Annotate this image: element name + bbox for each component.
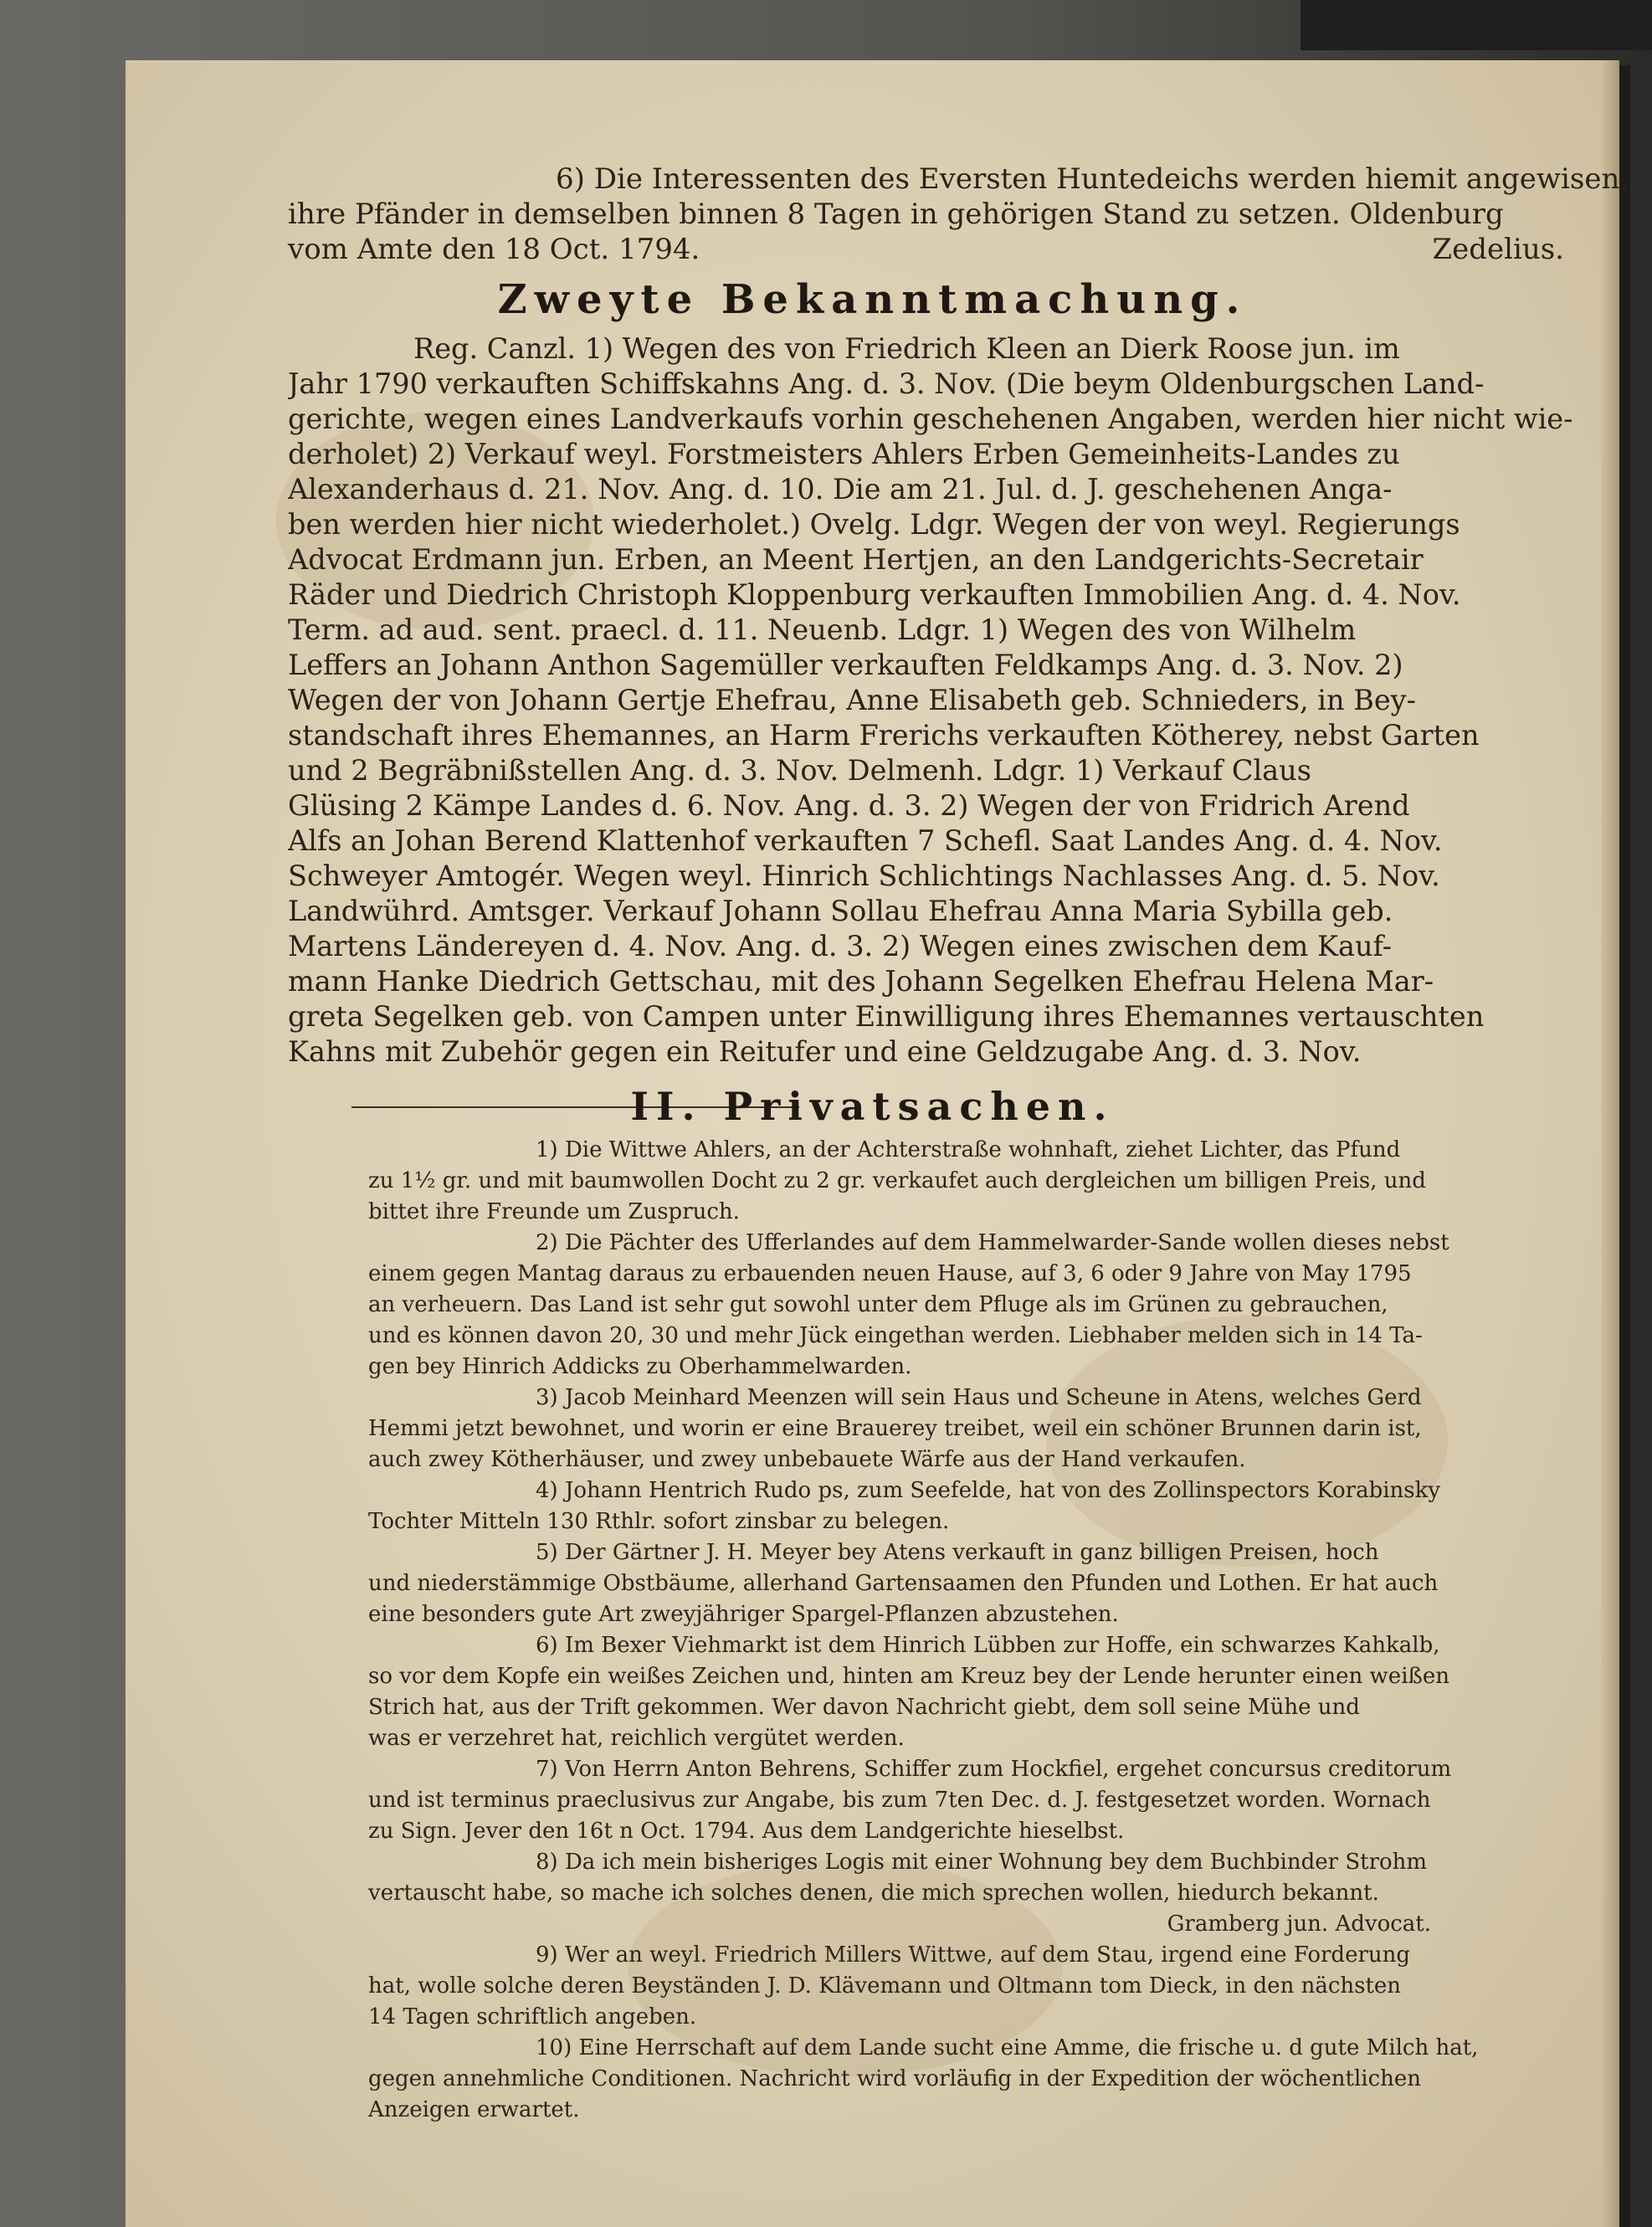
text-line: Landwührd. Amtsger. Verkauf Johann Sollau Ehefrau Anna Maria Sybilla geb. xyxy=(288,895,1393,927)
text-line: Reg. Canzl. 1) Wegen des von Friedrich Kleen an Dierk Roose jun. im xyxy=(413,332,1400,365)
text-line: vertauscht habe, so mache ich solches denen, die mich sprechen wollen, hiedurch bekannt. xyxy=(368,1881,1379,1906)
text-line: gegen annehmliche Conditionen. Nachricht wird vorläufig in der Expedition der wöchentlichen xyxy=(368,2066,1422,2091)
text-line: 9) Wer an weyl. Friedrich Millers Wittwe, auf dem Stau, irgend eine Forderung xyxy=(536,1942,1411,1968)
text-line: Strich hat, aus der Trift gekommen. Wer davon Nachricht giebt, dem soll seine Mühe und xyxy=(368,1695,1360,1720)
text-line: derholet) 2) Verkauf weyl. Forstmeisters Ahlers Erben Gemeinheits-Landes zu xyxy=(288,438,1400,470)
zweyte-bekanntmachung-text xyxy=(288,331,1593,1070)
notice-6-signature: Zedelius. xyxy=(1432,233,1564,266)
text-line: 2) Die Pächter des Ufferlandes auf dem Hammelwarder-Sande wollen dieses nebst xyxy=(536,1230,1449,1255)
text-line: Hemmi jetzt bewohnet, und worin er eine Brauerey treibet, weil ein schöner Brunnen darin ist, xyxy=(368,1416,1422,1441)
text-line: 3) Jacob Meinhard Meenzen will sein Haus und Scheune in Atens, welches Gerd xyxy=(536,1385,1422,1410)
text-line: 4) Johann Hentrich Rudo ps, zum Seefelde, hat von des Zollinspectors Korabinsky xyxy=(536,1478,1441,1503)
section-title-privatsachen: II. Privatsachen. xyxy=(630,1084,1115,1129)
text-line: gerichte, wegen eines Landverkaufs vorhin geschehenen Angaben, werden hier nicht wie- xyxy=(288,403,1573,435)
text-line: Räder und Diedrich Christoph Kloppenburg verkauften Immobilien Ang. d. 4. Nov. xyxy=(288,578,1461,611)
text-line: Kahns mit Zubehör gegen ein Reitufer und eine Geldzugabe Ang. d. 3. Nov. xyxy=(288,1035,1362,1068)
text-line: zu Sign. Jever den 16t n Oct. 1794. Aus dem Landgerichte hieselbst. xyxy=(368,1819,1125,1844)
text-line: bittet ihre Freunde um Zuspruch. xyxy=(368,1199,740,1224)
text-line: was er verzehret hat, reichlich vergütet werden. xyxy=(368,1726,905,1751)
text-line: Leffers an Johann Anthon Sagemüller verkauften Feldkamps Ang. d. 3. Nov. 2) xyxy=(288,649,1403,681)
text-line: und es können davon 20, 30 und mehr Jück eingethan werden. Liebhaber melden sich in 14 Ta- xyxy=(368,1323,1423,1348)
text-line: und niederstämmige Obstbäume, allerhand Gartensaamen den Pfunden und Lothen. Er hat auch xyxy=(368,1571,1439,1596)
notice-6-line: vom Amte den 18 Oct. 1794. Zedelius. xyxy=(288,229,1589,269)
text-line: greta Segelken geb. von Campen unter Einwilligung ihres Ehemannes vertauschten xyxy=(288,1000,1485,1033)
text-line: Anzeigen erwartet. xyxy=(368,2097,580,2122)
text-line: 5) Der Gärtner J. H. Meyer bey Atens verkauft in ganz billigen Preisen, hoch xyxy=(536,1540,1379,1565)
text-line: 6) Im Bexer Viehmarkt ist dem Hinrich Lübben zur Hoffe, ein schwarzes Kahkalb, xyxy=(536,1633,1440,1658)
text-line: Advocat Erdmann jun. Erben, an Meent Hertjen, an den Landgerichts-Secretair xyxy=(288,543,1424,576)
text-line: zu 1½ gr. und mit baumwollen Docht zu 2 gr. verkaufet auch dergleichen um billigen Preis, und xyxy=(368,1168,1426,1193)
text-line: einem gegen Mantag daraus zu erbauenden neuen Hause, auf 3, 6 oder 9 Jahre von May 1795 xyxy=(368,1261,1412,1286)
text-line: und ist terminus praeclusivus zur Angabe, bis zum 7ten Dec. d. J. festgesetzet worden. Wornach xyxy=(368,1788,1431,1813)
text-line: an verheuern. Das Land ist sehr gut sowohl unter dem Pfluge als im Grünen zu gebrauchen, xyxy=(368,1292,1388,1317)
text-line: Alexanderhaus d. 21. Nov. Ang. d. 10. Die am 21. Jul. d. J. geschehenen Anga- xyxy=(288,473,1393,505)
text-line: Glüsing 2 Kämpe Landes d. 6. Nov. Ang. d. 3. 2) Wegen der von Fridrich Arend xyxy=(288,789,1410,822)
text-line: Martens Ländereyen d. 4. Nov. Ang. d. 3. 2) Wegen eines zwischen dem Kauf- xyxy=(288,930,1393,962)
text-line: ben werden hier nicht wiederholet.) Ovelg. Ldgr. Wegen der von weyl. Regierungs xyxy=(288,508,1460,541)
scan-backdrop-corner xyxy=(1301,0,1652,50)
section-title-zweyte-bekanntmachung: Zweyte Bekanntmachung. xyxy=(497,276,1248,323)
text-line: Tochter Mitteln 130 Rthlr. sofort zinsbar zu belegen. xyxy=(368,1509,950,1534)
notice-6-line: ihre Pfänder in demselben binnen 8 Tagen in gehörigen Stand zu setzen. Oldenburg xyxy=(288,198,1504,231)
text-line: Schweyer Amtogér. Wegen weyl. Hinrich Schlichtings Nachlasses Ang. d. 5. Nov. xyxy=(288,859,1440,892)
text-line: 14 Tagen schriftlich angeben. xyxy=(368,2004,697,2029)
text-line: Jahr 1790 verkauften Schiffskahns Ang. d. 3. Nov. (Die beym Oldenburgschen Land- xyxy=(288,367,1485,400)
signature-line: Gramberg jun. Advocat. xyxy=(1167,1911,1431,1937)
text-line: 1) Die Wittwe Ahlers, an der Achterstraße wohnhaft, ziehet Lichter, das Pfund xyxy=(536,1137,1401,1162)
text-line: so vor dem Kopfe ein weißes Zeichen und, hinten am Kreuz bey der Lende herunter einen weißen xyxy=(368,1664,1450,1689)
text-line: 8) Da ich mein bisheriges Logis mit einer Wohnung bey dem Buchbinder Strohm xyxy=(536,1850,1428,1875)
text-line: 7) Von Herrn Anton Behrens, Schiffer zum Hockfiel, ergehet concursus creditorum xyxy=(536,1757,1452,1782)
text-line: Wegen der von Johann Gertje Ehefrau, Anne Elisabeth geb. Schnieders, in Bey- xyxy=(288,684,1416,716)
text-line: standschaft ihres Ehemannes, an Harm Frerichs verkauften Kötherey, nebst Garten xyxy=(288,719,1480,752)
text-line: gen bey Hinrich Addicks zu Oberhammelwarden. xyxy=(368,1354,912,1379)
text-line: 10) Eine Herrschaft auf dem Lande sucht eine Amme, die frische u. d gute Milch hat, xyxy=(536,2035,1479,2060)
text-line: und 2 Begräbnißstellen Ang. d. 3. Nov. Delmenh. Ldgr. 1) Verkauf Claus xyxy=(288,754,1311,787)
privatsachen-text xyxy=(368,1135,1607,2126)
text-line: Term. ad aud. sent. praecl. d. 11. Neuenb. Ldgr. 1) Wegen des von Wilhelm xyxy=(288,613,1357,646)
text-line: mann Hanke Diedrich Gettschau, mit des Johann Segelken Ehefrau Helena Mar- xyxy=(288,965,1434,998)
text-line: hat, wolle solche deren Beyständen J. D. Klävemann und Oltmann tom Dieck, in den nächsten xyxy=(368,1973,1402,1999)
text-line: eine besonders gute Art zweyjähriger Spargel-Pflanzen abzustehen. xyxy=(368,1602,1119,1627)
notice-6-line: 6) Die Interessenten des Eversten Huntedeichs werden hiemit angewisen, xyxy=(556,162,1629,196)
text-line: auch zwey Kötherhäuser, und zwey unbebauete Wärfe aus der Hand verkaufen. xyxy=(368,1447,1246,1472)
text-line: Alfs an Johan Berend Klattenhof verkauften 7 Schefl. Saat Landes Ang. d. 4. Nov. xyxy=(288,824,1443,857)
